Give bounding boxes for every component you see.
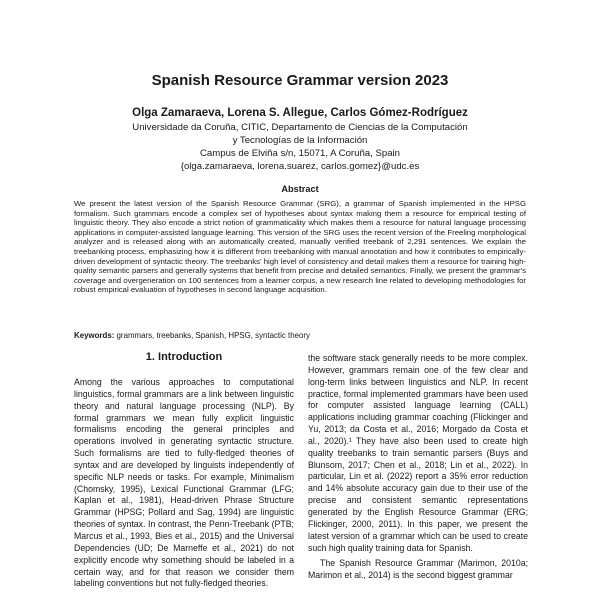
paper-title: Spanish Resource Grammar version 2023: [151, 72, 449, 89]
intro-paragraph-continued: the software stack generally needs to be more complex. However, grammars remain one of the few clear and long-term links between linguistics and NLP. In recent practice, formal implemented grammars have been used for computer assisted language learning (CALL) applications including grammar coaching (Flickinger and Yu, 2013; da Costa et al., 2016; Morgado da Costa et al., 2020).¹ They have also been used to create high quality treebanks to train semantic parsers (Buys and Blunsom, 2017; Chen et al., 2018; Lin et al., 2022). In particular, Lin et al. (2022) report a 35% error reduction and 14% absolute accuracy gain due to their use of the precise and consistent semantic representations generated by the English Resource Grammar (ERG; Flickinger, 2000, 2011). In this paper, we present the latest version of a grammar which can be used to create such high quality training data for Spanish.: [308, 353, 528, 553]
author-emails: {olga.zamaraeva, lorena.suarez, carlos.gomez}@udc.es: [180, 161, 420, 172]
keywords-list: grammars, treebanks, Spanish, HPSG, syntactic theory: [116, 331, 310, 340]
keywords-label: Keywords:: [74, 331, 115, 340]
affiliation-address: Campus de Elviña s/n, 15071, A Coruña, Spain: [200, 148, 400, 159]
abstract-text: We present the latest version of the Spanish Resource Grammar (SRG), a grammar of Spanish implemented in the HPSG formalism. Such grammars encode a complex set of hypotheses about syntax making them a resource for empirical testing of linguistic theory. They also encode a strict notion of grammaticality which makes them a resource for natural language processing applications in computer-assisted language learning. This version of the SRG uses the recent version of the Freeling morphological analyzer and is released along with an automatically created, manually verified treebank of 2,291 sentences. We explain the treebanking process, emphasizing how it is different from treebanking with manual annotation and how it contributes to empirically-driven development of syntactic theory. The treebanks' high level of consistency and detail makes them a resource for training high-quality semantic parsers and generally systems that benefit from precise and detailed semantics. Finally, we present the grammar's coverage and overgeneration on 100 sentences from a learner corpus, a new research line related to developing methodologies for robust empirical evaluation of hypotheses in second language acquisition.: [74, 199, 526, 295]
section-heading-introduction: 1. Introduction: [145, 351, 223, 363]
paper-authors: Olga Zamaraeva, Lorena S. Allegue, Carlos Gómez-Rodríguez: [132, 107, 468, 119]
keywords: [74, 331, 526, 340]
abstract-heading: Abstract: [281, 184, 319, 194]
affiliation-line: y Tecnologías de la Información: [232, 135, 368, 146]
intro-paragraph: Among the various approaches to computational linguistics, formal grammars are a link between linguistic theory and natural language processing (NLP). By formal grammars we mean fully explicit linguistic formalisms encoding the general principles and operations involved in generating syntactic structure. Such formalisms are tied to fully-fledged theories of syntax and are developed by linguists independently of specific NLP needs or tasks. For example, Minimalism (Chomsky, 1995), Lexical Functional Grammar (LFG; Kaplan et al., 1981), Head-driven Phrase Structure Grammar (HPSG; Pollard and Sag, 1994) are linguistic theories of syntax. In contrast, the Penn-Treebank (PTB; Marcus et al., 1993, Bies et al., 2015) and the Universal Dependencies (UD; De Marneffe et al., 2021) do not explicitly encode why something should be labeled in a certain way, and for that reason we consider them labeling conventions but not fully-fledged theories.: [74, 377, 294, 589]
left-column: [74, 377, 294, 590]
right-column: [308, 353, 528, 582]
intro-paragraph-srg: The Spanish Resource Grammar (Marimon, 2010a; Marimon et al., 2014) is the second biggest grammar: [308, 558, 528, 581]
affiliation-line: Universidade da Coruña, CITIC, Departamento de Ciencias de la Computación: [132, 122, 468, 133]
